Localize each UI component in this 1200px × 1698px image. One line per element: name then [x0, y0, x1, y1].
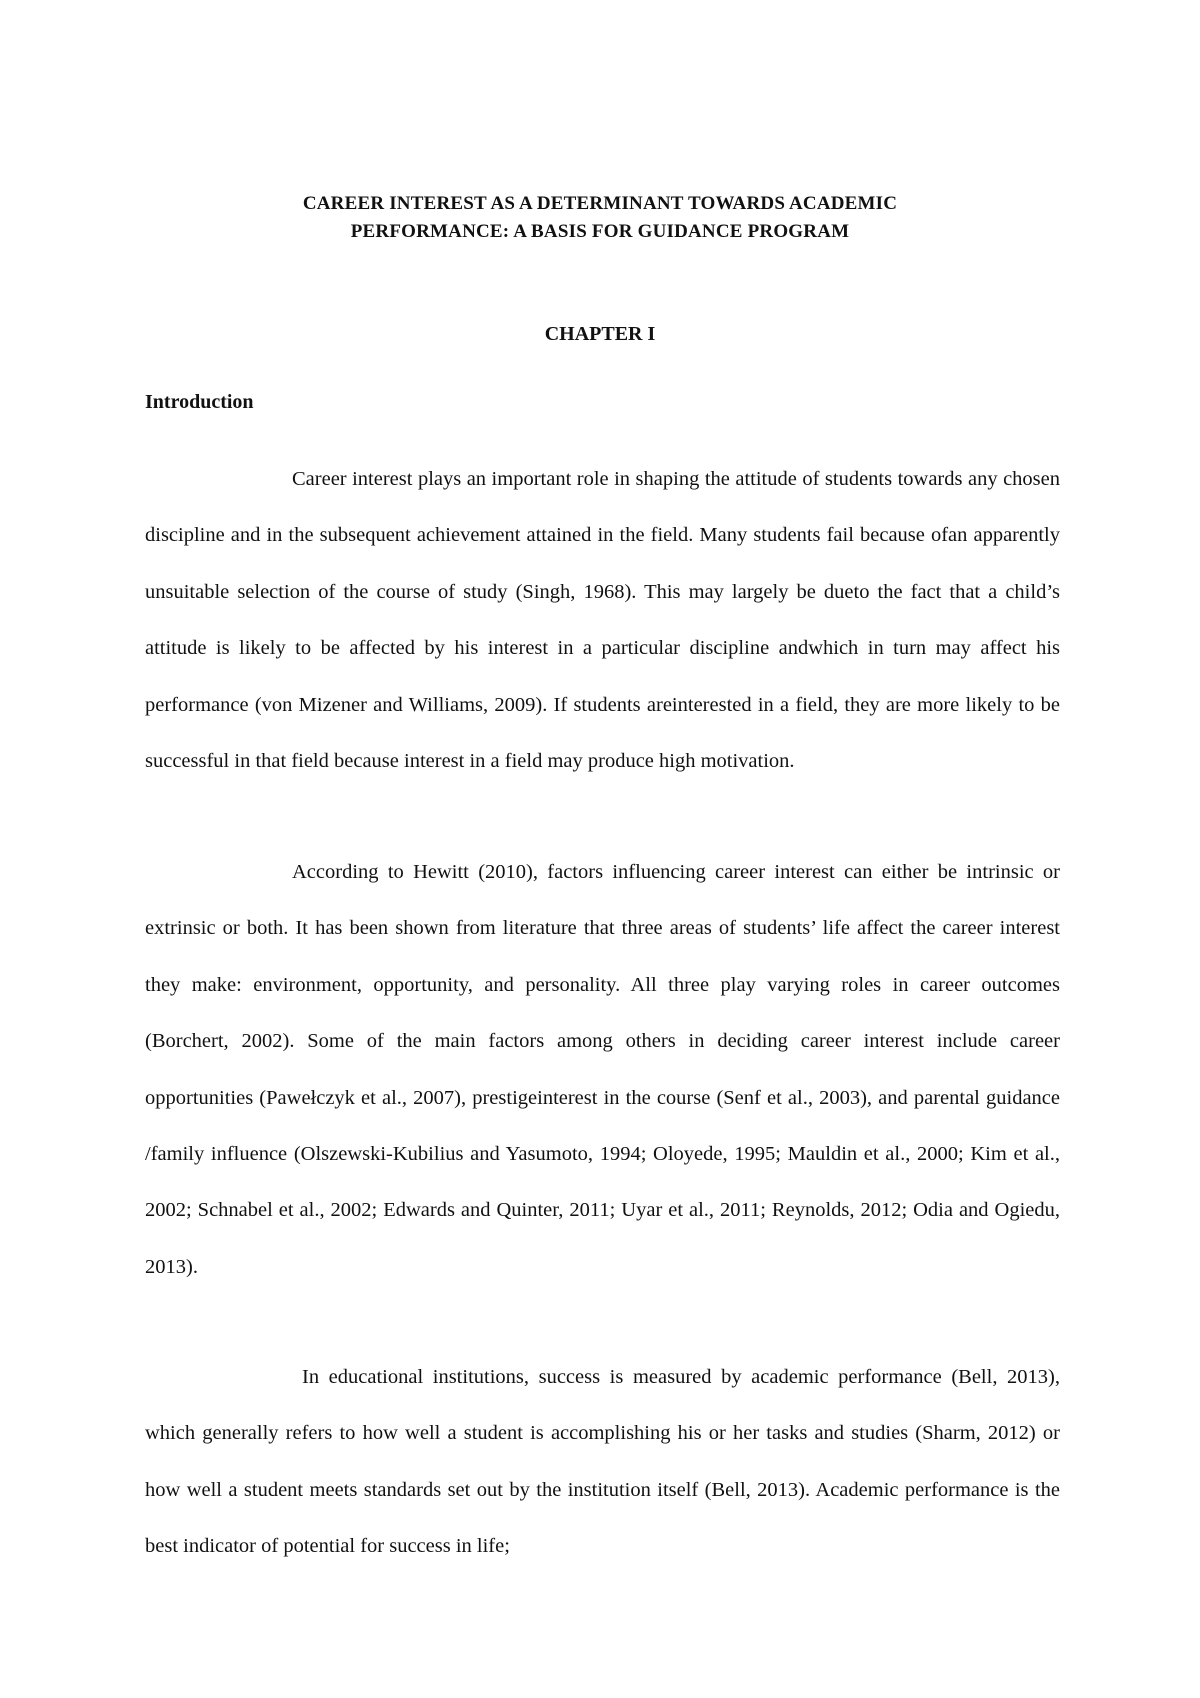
document-title-line-1: CAREER INTEREST AS A DETERMINANT TOWARDS ACADEMIC: [302, 193, 898, 214]
paragraph-3: In educational institutions, success is measured by academic performance (Bell, 2013), which generally refers to how well a student is accomplishing his or her tasks and studies (Sharm, 2012) or how well a student meets standards set out by the institution itself (Bell, 2013). Academic performance is the best indicator of potential for success in life;: [145, 1366, 1060, 1558]
document-title-line-2: PERFORMANCE: A BASIS FOR GUIDANCE PROGRAM: [350, 221, 850, 242]
paragraph-2: According to Hewitt (2010), factors influencing career interest can either be intrinsic or extrinsic or both. It has been shown from literature that three areas of students’ life affect the career interest they make: environment, opportunity, and personality. All three play varying roles in career outcomes (Borchert, 2002). Some of the main factors among others in deciding career interest include career opportunities (Pawełczyk et al., 2007), prestigeinterest in the course (Senf et al., 2003), and parental guidance /family influence (Olszewski-Kubilius and Yasumoto, 1994; Oloyede, 1995; Mauldin et al., 2000; Kim et al., 2002; Schnabel et al., 2002; Edwards and Quinter, 2011; Uyar et al., 2011; Reynolds, 2012; Odia and Ogiedu, 2013).: [145, 861, 1060, 1278]
section-heading-introduction: Introduction: [145, 391, 254, 413]
chapter-heading: CHAPTER I: [544, 323, 656, 345]
paragraph-1: Career interest plays an important role in shaping the attitude of students towards any chosen discipline and in the subsequent achievement attained in the field. Many students fail because ofan apparently unsuitable selection of the course of study (Singh, 1968). This may largely be dueto the fact that a child’s attitude is likely to be affected by his interest in a particular discipline andwhich in turn may affect his performance (von Mizener and Williams, 2009). If students areinterested in a field, they are more likely to be successful in that field because interest in a field may produce high motivation.: [145, 468, 1060, 773]
